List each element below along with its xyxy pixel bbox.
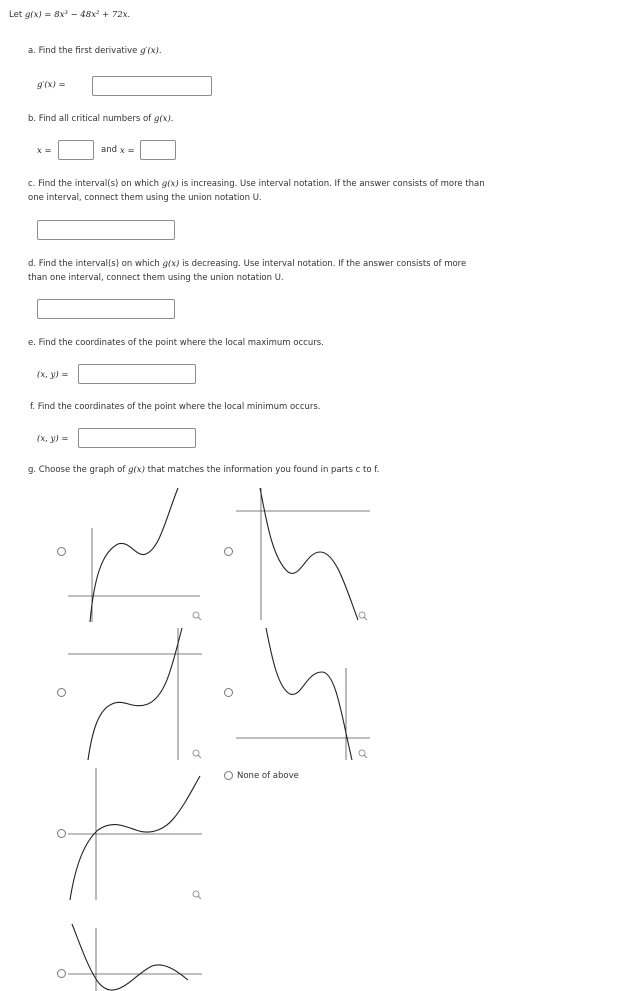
graph-option-5[interactable] (68, 768, 208, 903)
part-f-answer-label: (x, y) = (37, 434, 69, 444)
critical-x1-label: x = (37, 146, 52, 156)
part-b-symbol: g(x). (153, 114, 174, 124)
problem-statement (9, 10, 130, 20)
part-g-prompt: g. Choose the graph of g(x) that matches the information you found in parts c to f. (28, 465, 380, 475)
graph-option-2[interactable] (236, 488, 376, 623)
zoom-icon[interactable] (192, 611, 202, 621)
part-c-prompt: c. Find the interval(s) on which g(x) is increasing. Use interval notation. If the answer consists of more than one interval, connect them using the union notation U. (28, 179, 485, 203)
graph-1-curve (90, 488, 178, 622)
part-a-symbol: g′(x). (140, 46, 162, 56)
none-of-above-radio[interactable] (224, 771, 233, 780)
graph-4-curve (266, 628, 352, 760)
graph-option-1-radio[interactable] (57, 547, 66, 556)
function-expression: g(x) = 8x³ − 48x² + 72x. (24, 10, 131, 20)
critical-number-1-input[interactable] (58, 140, 94, 160)
part-g-symbol: g(x) (128, 465, 145, 475)
local-max-input[interactable] (78, 364, 196, 384)
graph-option-4[interactable] (236, 628, 376, 763)
part-e-answer-label: (x, y) = (37, 370, 69, 380)
graph-2-curve (260, 488, 358, 620)
part-b-prompt: b. Find all critical numbers of g(x). (28, 114, 174, 124)
graph-option-5-radio[interactable] (57, 829, 66, 838)
derivative-input[interactable] (92, 76, 212, 96)
part-d-prompt: d. Find the interval(s) on which g(x) is decreasing. Use interval notation. If the answer consists of more than one interval, connect them using the union notation U. (28, 259, 467, 283)
graph-option-4-radio[interactable] (224, 688, 233, 697)
graph-option-6[interactable] (68, 908, 208, 991)
critical-number-2-input[interactable] (140, 140, 176, 160)
graph-option-2-radio[interactable] (224, 547, 233, 556)
and-text: and (101, 145, 117, 155)
part-d-symbol: g(x) (162, 259, 180, 269)
graph-option-1[interactable] (68, 488, 208, 623)
graph-3-curve (88, 628, 182, 760)
graph-option-3-radio[interactable] (57, 688, 66, 697)
zoom-icon[interactable] (192, 890, 202, 900)
zoom-icon[interactable] (358, 749, 368, 759)
local-min-input[interactable] (78, 428, 196, 448)
increasing-interval-input[interactable] (37, 220, 175, 240)
part-c-symbol: g(x) (161, 179, 179, 189)
decreasing-interval-input[interactable] (37, 299, 175, 319)
part-a-answer-label: g′(x) = (37, 80, 66, 90)
zoom-icon[interactable] (192, 749, 202, 759)
graph-5-curve (70, 776, 200, 900)
graph-option-6-radio[interactable] (57, 969, 66, 978)
none-of-above-label[interactable]: None of above (237, 771, 299, 781)
part-e-prompt: e. Find the coordinates of the point where the local maximum occurs. (28, 338, 324, 348)
problem-intro: Let (9, 10, 23, 20)
critical-x2-label: x = (120, 146, 135, 156)
graph-6-curve (72, 924, 188, 990)
graph-option-3[interactable] (68, 628, 208, 763)
part-f-prompt: f. Find the coordinates of the point where the local minimum occurs. (30, 402, 321, 412)
part-a-prompt: a. Find the first derivative g′(x). (28, 46, 162, 56)
zoom-icon[interactable] (358, 611, 368, 621)
